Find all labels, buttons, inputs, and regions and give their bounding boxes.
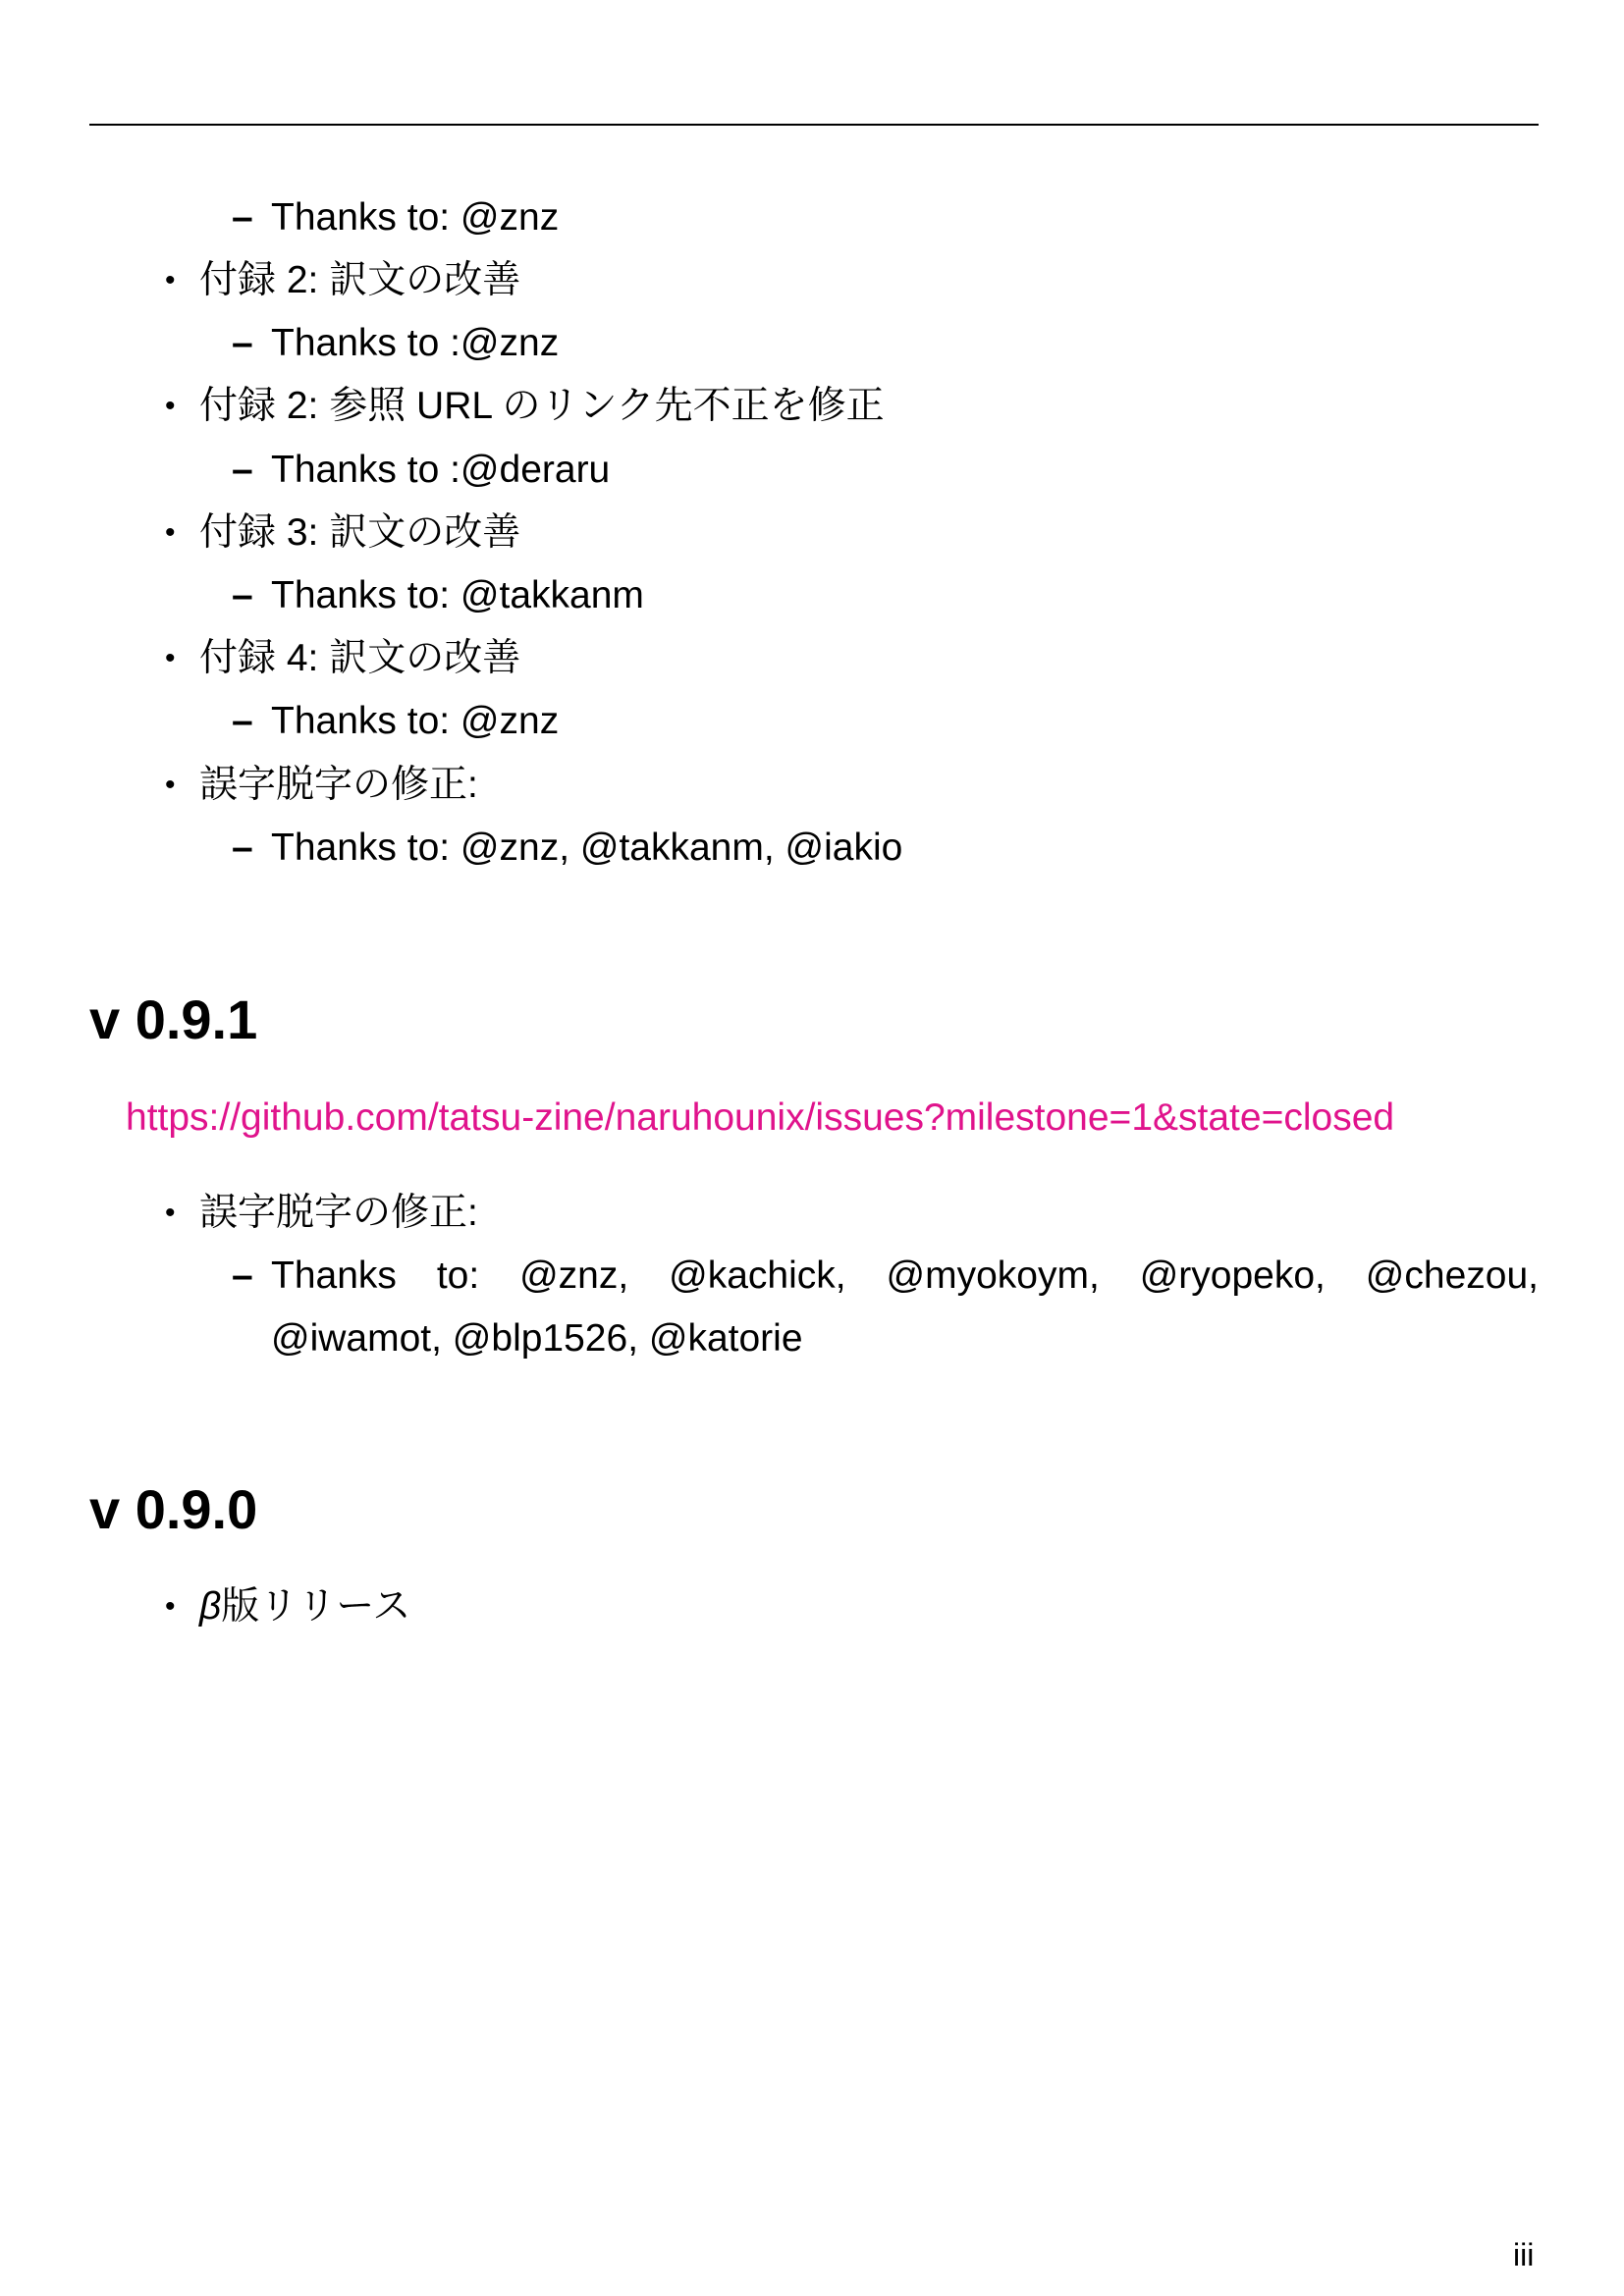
thanks-line: Thanks to: @znz [271,700,560,742]
thanks-line-continuation: @iwamot, @blp1526, @katorie [271,1317,803,1360]
bullet-marker: • [165,769,176,801]
dash-marker: – [232,700,253,742]
contributor: @kachick, [669,1255,846,1297]
contributor: @myokoym, [886,1255,1100,1297]
bullet-marker: • [165,1197,176,1229]
thanks-word: Thanks [271,1255,397,1297]
dash-marker: – [232,827,253,869]
thanks-line: Thanks to :@znz [271,322,560,364]
bullet-marker: • [165,642,176,674]
thanks-line: Thanks to: @znz [271,196,560,239]
dash-marker: – [232,322,253,364]
list-item: 付録 4: 訳文の改善 [199,637,521,679]
dash-marker: – [232,449,253,491]
contributor: @znz, [519,1255,629,1297]
beta-release-text: 版リリース [221,1585,411,1628]
thanks-line-justified [271,1252,1539,1301]
page-number: iii [1513,2237,1535,2272]
header-rule [89,124,1539,126]
dash-marker: – [232,1255,253,1297]
milestone-link[interactable]: https://github.com/tatsu-zine/naruhounix/issues?milestone=1&state=closed [126,1096,1395,1139]
thanks-line: Thanks to: @znz, @takkanm, @iakio [271,827,903,869]
list-item: 誤字脱字の修正: [199,1192,478,1234]
bullet-marker: • [165,264,176,296]
contributor: @ryopeko, [1139,1255,1326,1297]
bullet-marker: • [165,516,176,549]
section-heading: v 0.9.1 [89,988,258,1050]
bullet-marker: • [165,1590,176,1623]
list-item: 付録 2: 参照 URL のリンク先不正を修正 [199,385,885,427]
contributor: @chezou, [1365,1255,1539,1297]
thanks-line: Thanks to :@deraru [271,449,611,491]
section-heading: v 0.9.0 [89,1478,258,1540]
list-item: 付録 3: 訳文の改善 [199,511,521,554]
thanks-line: Thanks to: @takkanm [271,574,644,616]
thanks-word: to: [436,1255,480,1297]
list-item: 誤字脱字の修正: [199,764,478,806]
bullet-marker: • [165,390,176,422]
beta-symbol: β [199,1585,222,1628]
list-item [199,1582,410,1631]
dash-marker: – [232,196,253,239]
dash-marker: – [232,574,253,616]
list-item: 付録 2: 訳文の改善 [199,259,521,301]
